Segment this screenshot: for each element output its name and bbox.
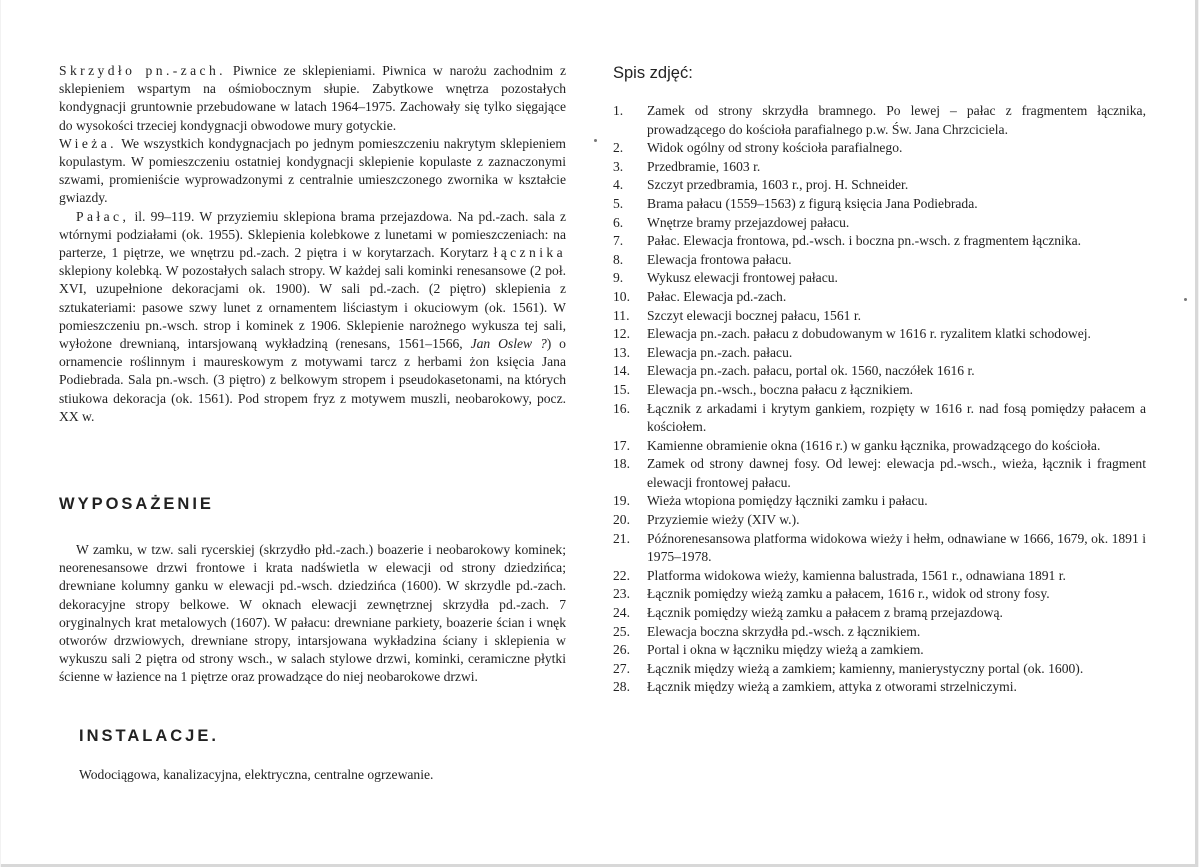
photo-list-text: Łącznik pomiędzy wieżą zamku a pałacem z bramą przejazdową. [647, 605, 1003, 621]
photo-list-item [613, 511, 1146, 530]
photo-list-text: Szczyt przedbramia, 1603 r., proj. H. Schneider. [647, 177, 909, 193]
photo-list-text: Kamienne obramienie okna (1616 r.) w ganku łącznika, prowadzącego do kościoła. [647, 437, 1101, 453]
document-page [1, 0, 1198, 867]
text-palace-a: il. 99–119. W przyziemiu sklepiona brama przejazdowa. Na pd.-zach. sala z wtórnymi podziałami (ok. 1955). Sklepienia kolebkowe z lunetami w pomieszczeniach: na parterze, 1 piętrze, we wnętrzu pd.-zach. 2 piętra i w korytarzach. Korytarz [59, 208, 566, 261]
photo-list-item [613, 381, 1146, 400]
photo-list-item [613, 585, 1146, 604]
photo-list-text: Przyziemie wieży (XIV w.). [647, 512, 800, 528]
photo-list-item [613, 362, 1146, 381]
photo-list-text: Zamek od strony skrzydła bramnego. Po lewej – pałac z fragmentem łącznika, prowadzącego do kościoła parafialnego p.w. Św. Jana Chrzciciela. [647, 103, 1146, 137]
photo-list-text: Pałac. Elewacja frontowa, pd.-wsch. i boczna pn.-wsch. z fragmentem łącznika. [647, 233, 1082, 249]
photo-list-number: 17. [613, 437, 630, 453]
photo-list-text: Późnorenesansowa platforma widokowa wieży i hełm, odnawiane w 1666, 1679, ok. 1891 i 1975–1978. [647, 530, 1146, 565]
photo-list-number: 26. [613, 642, 630, 658]
photo-list-number: 9. [613, 270, 624, 286]
photo-list-number: 3. [613, 158, 624, 174]
photo-list-item [613, 176, 1146, 195]
speck-mark [1184, 298, 1187, 301]
label-palace: Pałac, [76, 208, 130, 224]
photo-list-number: 8. [613, 251, 624, 267]
photo-list-text: Elewacja frontowa pałacu. [647, 251, 792, 267]
photo-list-item [613, 530, 1146, 567]
photo-list-number: 1. [613, 103, 624, 118]
photo-list-number: 22. [613, 567, 630, 583]
photo-list-item [613, 660, 1146, 679]
label-connector: łącznika [493, 245, 566, 261]
photo-list-text: Elewacja pn.-zach. pałacu z dobudowanym w 1616 r. ryzalitem klatki schodowej. [647, 326, 1091, 342]
photo-list-text: Portal i okna w łączniku między wieżą a zamkiem. [647, 642, 924, 658]
photo-list-text: Łącznik między wieżą a zamkiem, attyka z otworami strzelniczymi. [647, 679, 1017, 695]
photo-list-number: 23. [613, 586, 630, 602]
photo-list-item [613, 344, 1146, 363]
photo-list-text: Wnętrze bramy przejazdowej pałacu. [647, 214, 850, 230]
photo-list-number: 25. [613, 623, 630, 639]
photo-list-number: 21. [613, 530, 630, 546]
photo-list-number: 28. [613, 679, 630, 695]
photo-list-item [613, 623, 1146, 642]
photo-list-number: 15. [613, 381, 630, 397]
photo-list-number: 4. [613, 177, 624, 193]
photo-list-text: Elewacja pn.-zach. pałacu. [647, 344, 793, 360]
photo-list-text: Przedbramie, 1603 r. [647, 158, 761, 174]
photo-list-number: 20. [613, 512, 630, 528]
photo-list-number: 11. [613, 307, 630, 323]
photo-list-item [613, 325, 1146, 344]
photo-list-item [613, 269, 1146, 288]
photo-list-text: Elewacja boczna skrzydła pd.-wsch. z łącznikiem. [647, 623, 921, 639]
text-palace-c: ) o ornamencie roślinnym i maureskowym z motywami tarcz z herbami żon księcia Jana Podiebrada. Sala pn.-wsch. (3 piętro) z belkowym stropem i pseudokasetonami, na których stiukowa dekoracja (ok. 1561). Pod stropem fryz z motywem muszli, neobarokowy, pocz. XX w. [59, 336, 566, 424]
photo-list-number: 12. [613, 326, 630, 342]
photo-list-number: 2. [613, 140, 624, 156]
photo-list-number: 10. [613, 288, 630, 304]
paragraph-wyposazenie: W zamku, w tzw. sali rycerskiej (skrzydło płd.-zach.) boazerie i neobarokowy kominek; neorenesansowe drzwi frontowe i krata nadświetla w elewacji od strony dziedzińca; drewniane kolumny ganku w elewacji pd.-wsch. dziedzińca (1600). W skrzydle pd.-zach. dekoracyjne stropy belkowe. W oknach elewacji zewnętrznej skrzydła pd.-zach. 7 oryginalnych krat metalowych (1607). W pałacu: drewniane parkiety, boazerie ścian i wnęk otworów drzwiowych, drewniane stropy, intarsjowana wykładzina ściany i sklepienia w wykuszu sali 2 piętra od strony wsch., w salach stylowe drzwi, kominki, ceramiczne płytki ścienne w łazience na 1 piętrze oraz prowadzące do niej neobarokowe drzwi. [59, 542, 566, 685]
heading-instalacje: INSTALACJE. [79, 727, 219, 745]
label-wing: Skrzydło pn.-zach. [59, 63, 226, 78]
label-tower: Wieża. [59, 135, 117, 151]
photo-list-item [613, 455, 1146, 492]
photo-list-text: Pałac. Elewacja pd.-zach. [647, 288, 787, 304]
photo-list-number: 14. [613, 363, 630, 379]
photo-list-text: Łącznik między wieżą a zamkiem; kamienny, manierystyczny portal (ok. 1600). [647, 660, 1084, 676]
photo-list-text: Elewacja pn.-wsch., boczna pałacu z łącznikiem. [647, 381, 914, 397]
photo-list-item [613, 102, 1146, 139]
photo-list-text: Wieża wtopiona pomiędzy łączniki zamku i pałacu. [647, 493, 928, 509]
text-tower: We wszystkich kondygnacjach po jednym pomieszczeniu nakrytym sklepieniem kopulastym. W pomieszczeniu ostatniej kondygnacji sklepienie kopulaste z zaznaczonymi szwami, promieniście wyprowadzonymi z centralnie umieszczonego zwornika w kształcie gwiazdy. [59, 135, 566, 206]
speck-mark [594, 139, 597, 142]
photo-list-title: Spis zdjęć: [613, 64, 693, 82]
photo-list-text: Zamek od strony dawnej fosy. Od lewej: elewacja pd.-wsch., wieża, łącznik i fragment elewacji frontowej pałacu. [647, 456, 1146, 490]
photo-list-item [613, 288, 1146, 307]
photo-list-item [613, 567, 1146, 586]
photo-list-item [613, 400, 1146, 437]
photo-list-text: Łącznik z arkadami i krytym gankiem, rozpięty w 1616 r. nad fosą pomiędzy pałacem a kościołem. [647, 400, 1146, 435]
paragraph-palace [59, 208, 566, 426]
photo-list-item [613, 678, 1146, 697]
photo-list-item [613, 604, 1146, 623]
photo-list-item [613, 195, 1146, 214]
photo-list-item [613, 214, 1146, 233]
photo-list-number: 27. [613, 660, 630, 676]
photo-list-number: 7. [613, 233, 624, 249]
photo-list-text: Szczyt elewacji bocznej pałacu, 1561 r. [647, 307, 862, 323]
text-wing: Piwnice ze sklepieniami. Piwnica w narożu zachodnim z sklepieniem wspartym na ośmiobocznym słupie. Zabytkowe wnętrza pozostałych kondygnacji gruntownie przebudowane w latach 1964–1975. Zachowały się tylko sięgające do wysokości trzeciej kondygnacji obwodowe mury gotyckie. [59, 63, 566, 133]
photo-list-number: 24. [613, 605, 630, 621]
photo-list-text: Platforma widokowa wieży, kamienna balustrada, 1561 r., odnawiana 1891 r. [647, 567, 1066, 583]
photo-list [613, 102, 1146, 697]
paragraph-wing [59, 62, 566, 135]
paragraph-tower [59, 135, 566, 208]
photo-list-item [613, 307, 1146, 326]
photo-list-text: Brama pałacu (1559–1563) z figurą księcia Jana Podiebrada. [647, 195, 978, 211]
text-palace-b: sklepiony kolebką. W pozostałych salach stropy. W każdej sali kominki renesansowe (2 poł. XVI, uzupełnione dekoracjami ok. 1900). W sali pd.-zach. (2 piętro) sklepienia z sztukateriami: pasowe szwy lunet z ornamentem liściastym i okuciowym (ok. 1561). W pomieszczeniu pn.-wsch. strop i kominek z 1906. Sklepienie narożnego wykusza tej sali, wyłożone drewnianą, intarsjowaną wykładziną (renesans, 1561–1566, [59, 263, 566, 352]
photo-list-number: 16. [613, 400, 630, 416]
photo-list-text: Wykusz elewacji frontowej pałacu. [647, 270, 838, 286]
photo-list-item [613, 232, 1146, 251]
photo-list-number: 5. [613, 195, 624, 211]
photo-list-text: Widok ogólny od strony kościoła parafialnego. [647, 140, 903, 156]
text-palace-italic: Jan Oslew ? [470, 336, 547, 352]
photo-list-text: Łącznik pomiędzy wieżą zamku a pałacem, 1616 r., widok od strony fosy. [647, 586, 1050, 602]
photo-list-number: 19. [613, 493, 630, 509]
photo-list-number: 13. [613, 344, 630, 360]
photo-list-item [613, 158, 1146, 177]
photo-list-item [613, 437, 1146, 456]
photo-list-item [613, 492, 1146, 511]
photo-list-number: 18. [613, 456, 630, 472]
photo-list-item [613, 641, 1146, 660]
photo-list-number: 6. [613, 214, 624, 230]
paragraph-instalacje: Wodociągowa, kanalizacyjna, elektryczna, centralne ogrzewanie. [79, 767, 434, 782]
description-block [59, 62, 566, 426]
photo-list-item [613, 251, 1146, 270]
photo-list-item [613, 139, 1146, 158]
heading-wyposazenie: WYPOSAŻENIE [59, 495, 214, 513]
photo-list-text: Elewacja pn.-zach. pałacu, portal ok. 1560, naczółek 1616 r. [647, 363, 975, 379]
